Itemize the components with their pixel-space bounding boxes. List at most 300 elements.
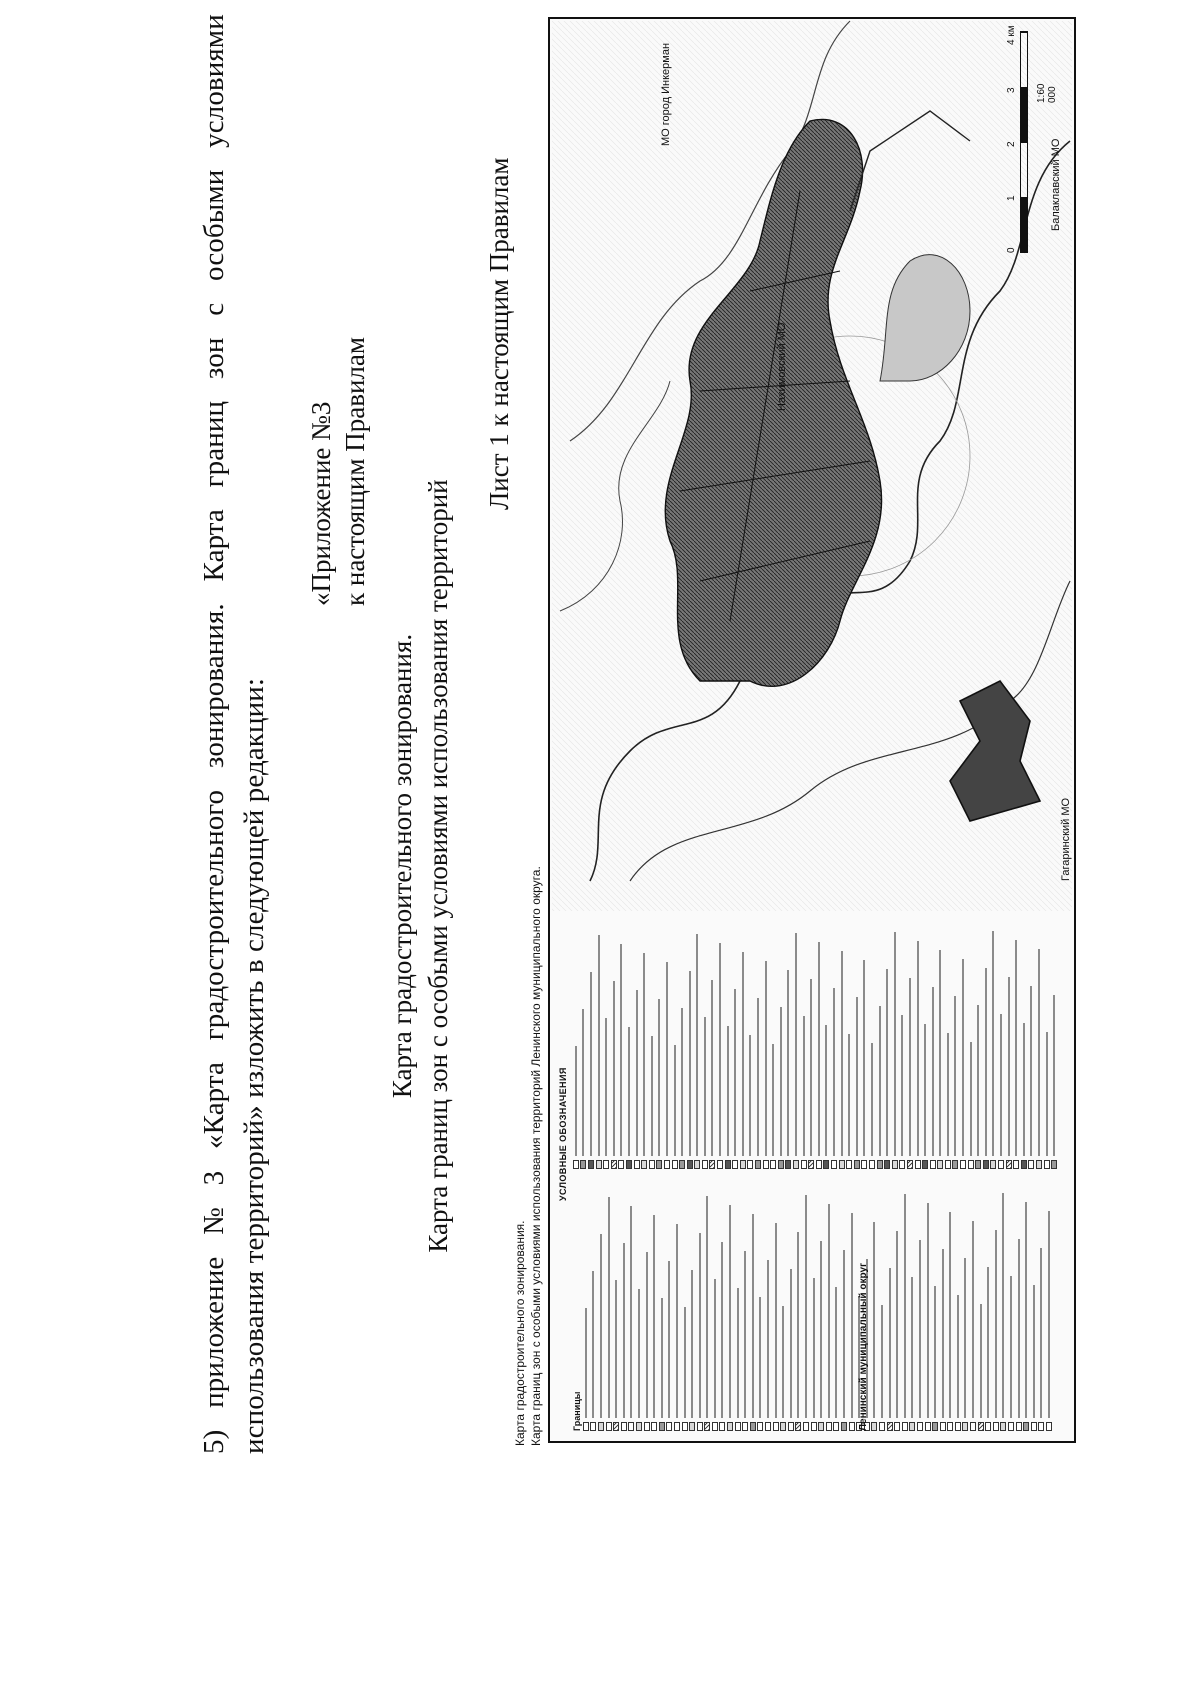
legend-row — [673, 1181, 681, 1431]
legend-swatch — [1000, 1422, 1006, 1431]
legend-text-line — [613, 981, 615, 1156]
legend-swatch — [773, 1422, 779, 1431]
legend-swatch — [990, 1160, 996, 1169]
legend-text-line — [711, 980, 713, 1156]
legend-row — [612, 1181, 620, 1431]
legend-text-line — [1025, 1202, 1027, 1418]
legend-swatch — [894, 1422, 900, 1431]
legend-text-line — [742, 952, 744, 1156]
legend-text-line — [810, 979, 812, 1156]
legend-swatch — [849, 1422, 855, 1431]
legend-row — [990, 919, 998, 1169]
legend-text-line — [896, 1231, 898, 1418]
label-nakhimovsky: Нахимовский МО — [776, 322, 788, 411]
legend-row — [833, 1181, 841, 1431]
legend-row — [779, 1181, 787, 1431]
legend-row — [969, 1181, 977, 1431]
legend-swatch — [968, 1160, 974, 1169]
legend-text-line — [787, 970, 789, 1156]
legend-text-line — [699, 1233, 701, 1418]
legend-swatch — [793, 1160, 799, 1169]
legend-swatch — [983, 1160, 989, 1169]
legend-swatch — [907, 1160, 913, 1169]
legend-row — [931, 1181, 939, 1431]
legend-row — [997, 919, 1005, 1169]
legend-swatch — [841, 1422, 847, 1431]
legend-swatch — [573, 1160, 579, 1169]
legend-row — [974, 919, 982, 1169]
legend-row — [1045, 1181, 1053, 1431]
paragraph-word: условиями — [198, 14, 230, 148]
legend-column-left — [572, 1181, 1053, 1431]
paragraph-word: градостроительного — [198, 789, 230, 1041]
legend-row — [762, 919, 770, 1169]
legend-text-line — [661, 1298, 663, 1418]
legend-swatch — [757, 1422, 763, 1431]
legend-row — [658, 1181, 666, 1431]
legend-row — [769, 919, 777, 1169]
legend-swatch — [732, 1160, 738, 1169]
legend-row — [939, 1181, 947, 1431]
legend-row — [656, 919, 664, 1169]
legend-text-line — [957, 1295, 959, 1418]
legend-row — [937, 919, 945, 1169]
legend-text-line — [825, 1025, 827, 1156]
legend-column-right — [572, 919, 1058, 1169]
paragraph-word: зон — [198, 337, 230, 380]
legend-swatch — [877, 1160, 883, 1169]
legend-swatch — [649, 1160, 655, 1169]
legend-swatch — [687, 1160, 693, 1169]
legend-title: УСЛОВНЫЕ ОБОЗНАЧЕНИЯ — [558, 1067, 568, 1201]
legend-swatch — [1036, 1160, 1042, 1169]
legend-row — [666, 1181, 674, 1431]
legend-swatch — [709, 1160, 715, 1169]
paragraph-word: 5) — [198, 1429, 230, 1454]
legend-row — [785, 919, 793, 1169]
legend-row — [921, 919, 929, 1169]
legend-swatch — [634, 1160, 640, 1169]
legend-text-line — [992, 931, 994, 1156]
legend-text-line — [932, 987, 934, 1156]
legend-row — [800, 919, 808, 1169]
legend-text-line — [681, 1008, 683, 1156]
legend-text-line — [851, 1213, 853, 1418]
legend-text-line — [1018, 1239, 1020, 1418]
legend-text-line — [909, 978, 911, 1156]
legend-row — [830, 919, 838, 1169]
legend-swatch — [588, 1160, 594, 1169]
legend-swatch — [621, 1422, 627, 1431]
legend-swatch — [778, 1160, 784, 1169]
legend-text-line — [772, 1044, 774, 1156]
legend-row — [1038, 1181, 1046, 1431]
legend-swatch — [682, 1422, 688, 1431]
legend-text-line — [643, 953, 645, 1156]
label-balaklavsky: Балаклавский МО — [1050, 138, 1062, 231]
legend-text-line — [1040, 1248, 1042, 1418]
legend-swatch — [887, 1422, 893, 1431]
legend-row — [984, 1181, 992, 1431]
legend-row — [840, 1181, 848, 1431]
legend-text-line — [721, 1242, 723, 1418]
legend-text-line — [696, 934, 698, 1156]
legend-text-line — [820, 1241, 822, 1418]
legend-swatch — [978, 1422, 984, 1431]
legend-row — [678, 919, 686, 1169]
legend-swatch — [816, 1160, 822, 1169]
legend-row — [648, 919, 656, 1169]
legend-text-line — [749, 1035, 751, 1156]
legend-text-line — [911, 1277, 913, 1418]
legend-text-line — [676, 1224, 678, 1418]
legend-text-line — [757, 998, 759, 1156]
legend-row — [582, 1181, 590, 1431]
legend-row — [787, 1181, 795, 1431]
legend-swatch — [770, 1160, 776, 1169]
legend-swatch — [656, 1160, 662, 1169]
legend-text-line — [818, 942, 820, 1156]
legend-row — [572, 919, 580, 1169]
legend-swatch — [1013, 1160, 1019, 1169]
legend-text-line — [598, 935, 600, 1156]
legend-swatch — [659, 1422, 665, 1431]
legend-swatch — [679, 1160, 685, 1169]
legend-swatch — [672, 1160, 678, 1169]
legend-text-line — [719, 943, 721, 1156]
legend-row — [587, 919, 595, 1169]
legend-swatch — [1051, 1160, 1057, 1169]
legend-swatch — [861, 1160, 867, 1169]
legend-text-line — [962, 959, 964, 1156]
legend-swatch — [930, 1160, 936, 1169]
legend-swatch — [884, 1160, 890, 1169]
legend-swatch — [1008, 1422, 1014, 1431]
legend-text-line — [924, 1024, 926, 1156]
legend-text-line — [881, 1305, 883, 1418]
paragraph-word: приложение — [198, 1256, 230, 1408]
legend-text-line — [970, 1042, 972, 1156]
legend-text-line — [759, 1297, 761, 1418]
legend-swatch — [854, 1160, 860, 1169]
paragraph-word: «Карта — [198, 1062, 230, 1149]
legend-text-line — [704, 1017, 706, 1156]
legend-row — [924, 1181, 932, 1431]
legend-row — [618, 919, 626, 1169]
legend-text-line — [934, 1286, 936, 1418]
legend-swatch — [613, 1422, 619, 1431]
legend-row — [764, 1181, 772, 1431]
legend-text-line — [805, 1195, 807, 1418]
zoning-map — [548, 17, 1076, 1443]
sheet-label: Лист 1 к настоящим Правилам — [484, 157, 514, 510]
legend-row — [704, 1181, 712, 1431]
legend-row — [959, 919, 967, 1169]
legend-row — [899, 919, 907, 1169]
legend-swatch — [590, 1422, 596, 1431]
legend-text-line — [919, 1240, 921, 1418]
legend-text-line — [1048, 1211, 1050, 1418]
appendix-line-1: «Приложение №3 — [306, 401, 336, 606]
legend-swatch — [823, 1160, 829, 1169]
scale-tick: 2 — [1006, 141, 1017, 147]
legend-row — [807, 919, 815, 1169]
legend-row — [772, 1181, 780, 1431]
legend-text-line — [689, 971, 691, 1156]
legend-text-line — [1053, 995, 1055, 1156]
legend-row — [754, 919, 762, 1169]
title-line-2: Карта границ зон с особыми условиями использования территорий — [423, 479, 453, 1253]
legend-row — [620, 1181, 628, 1431]
legend-text-line — [658, 999, 660, 1156]
legend-row — [962, 1181, 970, 1431]
legend-swatch — [922, 1160, 928, 1169]
legend-text-line — [1030, 986, 1032, 1156]
legend-text-line — [1033, 1285, 1035, 1418]
legend-text-line — [651, 1036, 653, 1156]
legend-swatch — [717, 1160, 723, 1169]
legend-text-line — [856, 997, 858, 1156]
legend-row — [726, 1181, 734, 1431]
legend-text-line — [744, 1251, 746, 1418]
legend-swatch — [674, 1422, 680, 1431]
legend-swatch — [879, 1422, 885, 1431]
legend-text-line — [585, 1308, 587, 1418]
legend-swatch — [704, 1422, 710, 1431]
legend-row — [739, 919, 747, 1169]
legend-swatch — [940, 1422, 946, 1431]
legend-text-line — [608, 1197, 610, 1418]
paragraph-word: № — [198, 1207, 230, 1235]
legend-row — [883, 919, 891, 1169]
legend-text-line — [1046, 1032, 1048, 1156]
legend-text-line — [575, 1046, 577, 1156]
legend-swatch — [725, 1160, 731, 1169]
legend-text-line — [674, 1045, 676, 1156]
legend-row — [868, 919, 876, 1169]
legend-row — [694, 919, 702, 1169]
legend-swatch — [1028, 1160, 1034, 1169]
legend-row — [635, 1181, 643, 1431]
legend-row — [901, 1181, 909, 1431]
legend-row — [628, 1181, 636, 1431]
legend-text-line — [684, 1307, 686, 1418]
legend-swatch — [628, 1422, 634, 1431]
legend-text-line — [828, 1204, 830, 1418]
legend-swatch — [1038, 1422, 1044, 1431]
legend-text-line — [790, 1269, 792, 1418]
legend-text-line — [843, 1250, 845, 1418]
legend-row — [810, 1181, 818, 1431]
document-title — [384, 216, 456, 1516]
legend-swatch — [833, 1422, 839, 1431]
legend-swatch — [697, 1422, 703, 1431]
appendix-reference — [304, 337, 372, 606]
paragraph-word: 3 — [198, 1170, 230, 1186]
legend-swatch — [785, 1160, 791, 1169]
legend-row — [734, 1181, 742, 1431]
legend-text-line — [813, 1278, 815, 1418]
legend-text-line — [636, 990, 638, 1156]
legend-text-line — [917, 941, 919, 1156]
legend-row — [663, 919, 671, 1169]
legend-swatch — [801, 1160, 807, 1169]
legend-row — [982, 919, 990, 1169]
legend-text-line — [1038, 949, 1040, 1156]
legend-swatch — [702, 1160, 708, 1169]
legend-swatch — [945, 1160, 951, 1169]
label-inkerman: МО город Инкерман — [660, 42, 672, 146]
map-legend — [558, 911, 1063, 1431]
legend-swatch — [925, 1422, 931, 1431]
paragraph-word: Карта — [198, 509, 230, 582]
legend-swatch — [780, 1422, 786, 1431]
legend-text-line — [590, 972, 592, 1156]
legend-swatch — [694, 1160, 700, 1169]
legend-row — [853, 919, 861, 1169]
legend-text-line — [795, 933, 797, 1156]
legend-swatch — [937, 1160, 943, 1169]
legend-text-line — [904, 1194, 906, 1418]
legend-swatch — [750, 1422, 756, 1431]
legend-text-line — [734, 989, 736, 1156]
legend-row — [709, 919, 717, 1169]
legend-swatch — [664, 1160, 670, 1169]
legend-row — [749, 1181, 757, 1431]
legend-swatch — [846, 1160, 852, 1169]
map-caption-1: Карта градостроительного зонирования. — [513, 1220, 527, 1446]
legend-text-line — [623, 1243, 625, 1418]
legend-row — [947, 1181, 955, 1431]
legend-text-line — [848, 1034, 850, 1156]
legend-text-line — [873, 1222, 875, 1418]
legend-swatch — [909, 1422, 915, 1431]
legend-row — [696, 1181, 704, 1431]
legend-row — [610, 919, 618, 1169]
legend-swatch — [952, 1160, 958, 1169]
legend-text-line — [1000, 1014, 1002, 1156]
legend-swatch — [1044, 1160, 1050, 1169]
legend-row — [802, 1181, 810, 1431]
legend-text-line — [668, 1261, 670, 1418]
legend-text-line — [980, 1304, 982, 1418]
legend-swatch — [1023, 1422, 1029, 1431]
legend-text-line — [797, 1232, 799, 1418]
legend-text-line — [939, 950, 941, 1156]
legend-text-line — [1023, 1023, 1025, 1156]
legend-row — [1030, 1181, 1038, 1431]
legend-row — [719, 1181, 727, 1431]
legend-text-line — [871, 1043, 873, 1156]
legend-row — [878, 1181, 886, 1431]
legend-text-line — [737, 1288, 739, 1418]
legend-row — [848, 1181, 856, 1431]
legend-text-line — [803, 1016, 805, 1156]
legend-swatch — [892, 1160, 898, 1169]
legend-swatch — [636, 1422, 642, 1431]
legend-row — [1020, 919, 1028, 1169]
legend-swatch — [818, 1422, 824, 1431]
legend-text-line — [1010, 1276, 1012, 1418]
legend-row — [914, 919, 922, 1169]
legend-swatch — [932, 1422, 938, 1431]
legend-text-line — [582, 1009, 584, 1156]
legend-swatch — [611, 1160, 617, 1169]
legend-row — [757, 1181, 765, 1431]
legend-row — [861, 919, 869, 1169]
legend-row — [686, 919, 694, 1169]
legend-text-line — [947, 1033, 949, 1156]
legend-row — [906, 919, 914, 1169]
legend-text-line — [729, 1205, 731, 1418]
legend-row — [777, 919, 785, 1169]
legend-text-line — [714, 1279, 716, 1418]
legend-row — [1050, 919, 1058, 1169]
legend-swatch — [598, 1422, 604, 1431]
legend-swatch — [580, 1160, 586, 1169]
legend-row — [602, 919, 610, 1169]
legend-swatch — [970, 1422, 976, 1431]
legend-swatch — [960, 1160, 966, 1169]
legend-row — [909, 1181, 917, 1431]
legend-row — [916, 1181, 924, 1431]
scale-bar-graphic — [1020, 31, 1028, 253]
paragraph-line-2: использования территорий» изложить в следующей редакции: — [238, 678, 270, 1454]
scale-tick: 3 — [1006, 87, 1017, 93]
legend-text-line — [691, 1270, 693, 1418]
paragraph-word: зонирования. — [198, 603, 230, 769]
legend-row — [845, 919, 853, 1169]
map-caption-2: Карта границ зон с особыми условиями использования территорий Ленинского муниципального округа. — [529, 866, 543, 1446]
legend-row — [954, 1181, 962, 1431]
legend-row — [838, 919, 846, 1169]
legend-row — [891, 919, 899, 1169]
legend-text-line — [879, 1006, 881, 1156]
legend-swatch — [719, 1422, 725, 1431]
legend-row — [792, 919, 800, 1169]
legend-swatch — [869, 1160, 875, 1169]
legend-text-line — [942, 1249, 944, 1418]
legend-row — [580, 919, 588, 1169]
legend-text-line — [863, 960, 865, 1156]
legend-text-line — [1002, 1193, 1004, 1418]
legend-text-line — [727, 1026, 729, 1156]
legend-row — [597, 1181, 605, 1431]
legend-text-line — [782, 1306, 784, 1418]
legend-text-line — [833, 988, 835, 1156]
legend-swatch — [626, 1160, 632, 1169]
legend-text-line — [987, 1267, 989, 1418]
legend-row — [1015, 1181, 1023, 1431]
legend-text-line — [927, 1203, 929, 1418]
legend-text-line — [894, 932, 896, 1156]
legend-text-line — [954, 996, 956, 1156]
legend-row — [595, 919, 603, 1169]
legend-text-line — [964, 1258, 966, 1418]
legend-swatch — [712, 1422, 718, 1431]
legend-swatch — [606, 1422, 612, 1431]
legend-heading-borders: Границы — [572, 1391, 582, 1431]
scale-tick: 1 — [1006, 195, 1017, 201]
legend-row — [605, 1181, 613, 1431]
legend-text-line — [841, 951, 843, 1156]
legend-row — [823, 919, 831, 1169]
legend-swatch — [740, 1160, 746, 1169]
legend-swatch — [1016, 1422, 1022, 1431]
legend-row — [633, 919, 641, 1169]
legend-row — [747, 919, 755, 1169]
scale-tick: 4 км — [1006, 25, 1017, 45]
